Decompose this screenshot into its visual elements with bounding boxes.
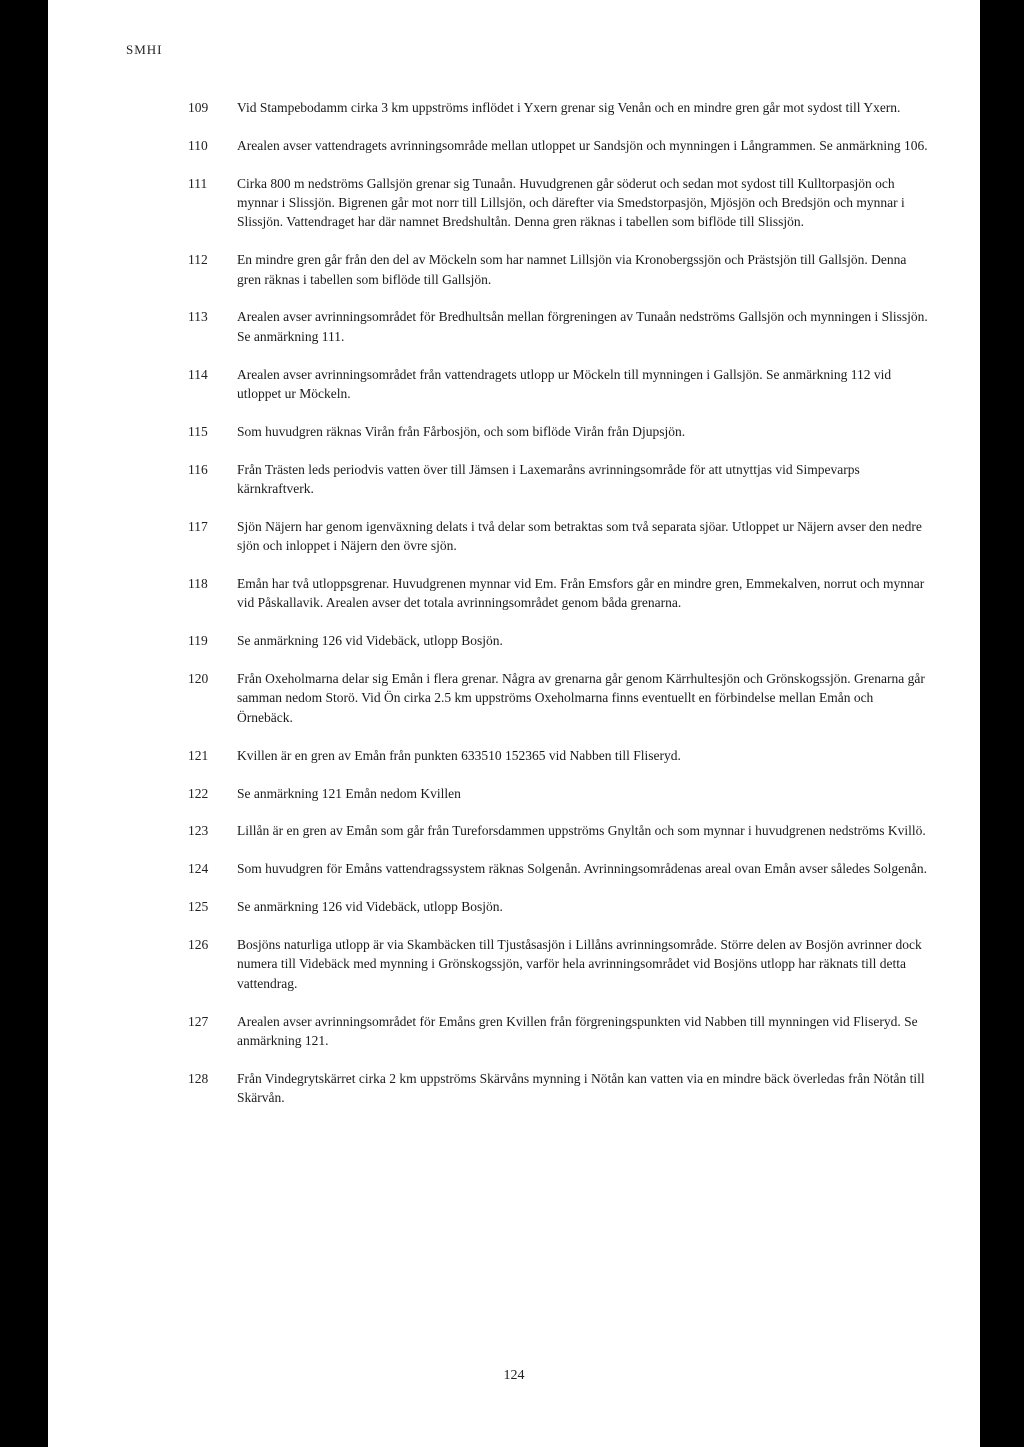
header-org: SMHI: [126, 42, 163, 57]
note-item: [188, 631, 928, 650]
note-number: 128: [188, 1070, 209, 1086]
note-item: [188, 517, 928, 556]
note-item: [188, 1012, 928, 1051]
note-number: 113: [188, 309, 208, 325]
note-number: 114: [188, 366, 208, 382]
note-item: [188, 784, 928, 803]
note-number: 121: [188, 747, 209, 763]
note-number: 109: [188, 100, 209, 115]
note-number: 126: [188, 937, 209, 953]
note-item: [188, 250, 928, 289]
note-number: 125: [188, 899, 209, 915]
note-text: Se anmärkning 121 Emån nedom Kvillen: [237, 785, 461, 801]
note-item: [188, 669, 928, 727]
note-text: Arealen avser avrinningsområdet från vattendragets utlopp ur Möckeln till mynningen i Gallsjön. Se anmärkning 112 vid utloppet ur Möckeln.: [237, 366, 892, 401]
note-number: 123: [188, 823, 209, 839]
note-text: Från Vindegrytskärret cirka 2 km uppströms Skärvåns mynning i Nötån kan vatten via en mindre bäck överledas från Nötån till Skärvån.: [237, 1070, 925, 1106]
note-text: En mindre gren går från den del av Möckeln som har namnet Lillsjön via Kronobergssjön och Prästsjön till Gallsjön. Denna gren räknas i tabellen som biflöde till Gallsjön.: [237, 252, 907, 287]
note-number: 117: [188, 518, 208, 534]
notes-list: [188, 98, 928, 1126]
note-item: [188, 307, 928, 346]
note-number: 122: [188, 785, 209, 801]
note-item: [188, 98, 928, 117]
note-item: [188, 174, 928, 232]
note-number: 120: [188, 671, 209, 687]
note-number: 127: [188, 1013, 209, 1029]
note-text: Arealen avser avrinningsområdet för Emåns gren Kvillen från förgreningspunkten vid Nabben till mynningen vid Fliseryd. Se anmärkning 121.: [237, 1013, 918, 1048]
note-number: 115: [188, 423, 208, 439]
note-item: [188, 821, 928, 840]
note-number: 118: [188, 576, 208, 592]
note-text: Emån har två utloppsgrenar. Huvudgrenen mynnar vid Em. Från Emsfors går en mindre gren, Emmekalven, norrut och mynnar vid Påskallavik. Arealen avser det totala avrinningsområdet genom båda grenarna.: [237, 576, 925, 611]
note-text: Vid Stampebodamm cirka 3 km uppströms inflödet i Yxern grenar sig Venån och en mindre gren går mot sydost till Yxern.: [237, 100, 901, 115]
note-item: [188, 935, 928, 993]
note-text: Som huvudgren räknas Virån från Fårbosjön, och som biflöde Virån från Djupsjön.: [237, 423, 686, 439]
note-item: [188, 1069, 928, 1108]
note-item: [188, 460, 928, 499]
note-item: [188, 365, 928, 404]
note-text: Arealen avser vattendragets avrinningsområde mellan utloppet ur Sandsjön och mynningen i Långrammen. Se anmärkning 106.: [237, 137, 928, 153]
note-number: 111: [188, 175, 208, 191]
note-text: Sjön Näjern har genom igenväxning delats i två delar som betraktas som två separata sjöar. Utloppet ur Näjern avser den nedre sjön och inloppet i Näjern den övre sjön.: [237, 518, 922, 554]
note-text: Cirka 800 m nedströms Gallsjön grenar sig Tunaån. Huvudgrenen går söderut och sedan mot sydost till Kulltorpasjön och mynnar i Slissjön. Bigrenen går mot norr till Lillsjön, och därefter via Smedstorpasjön, Mjösjön och Bredsjön och mynnar i Slissjön. Vattendraget har där namnet Bredshultån. Denna gren räknas i tabellen som biflöde till Slissjön.: [237, 175, 905, 230]
note-text: Lillån är en gren av Emån som går från Tureforsdammen uppströms Gnyltån och som mynnar i huvudgrenen nedströms Kvillö.: [237, 823, 926, 839]
note-text: Kvillen är en gren av Emån från punkten 633510 152365 vid Nabben till Fliseryd.: [237, 747, 681, 763]
note-text: Från Oxeholmarna delar sig Emån i flera grenar. Några av grenarna går genom Kärrhultesjön och Grönskogssjön. Grenarna går samman nedom Storö. Vid Ön cirka 2.5 km uppströms Oxeholmarna finns eventuellt en förbindelse mellan Emån och Örnebäck.: [237, 671, 925, 725]
note-number: 116: [188, 461, 208, 477]
note-number: 124: [188, 861, 209, 877]
note-item: [188, 574, 928, 613]
note-item: [188, 422, 928, 441]
note-item: [188, 136, 928, 155]
note-number: 110: [188, 137, 208, 153]
note-text: Som huvudgren för Emåns vattendragssystem räknas Solgenån. Avrinningsområdenas areal ovan Emån avser således Solgenån.: [237, 861, 927, 877]
note-text: Se anmärkning 126 vid Videbäck, utlopp Bosjön.: [237, 633, 503, 649]
note-number: 112: [188, 252, 208, 268]
note-item: [188, 897, 928, 916]
document-page: [48, 0, 980, 1447]
note-text: Från Trästen leds periodvis vatten över till Jämsen i Laxemaråns avrinningsområde för att utnyttjas vid Simpevarps kärnkraftverk.: [237, 461, 860, 497]
note-text: Se anmärkning 126 vid Videbäck, utlopp Bosjön.: [237, 899, 503, 915]
note-number: 119: [188, 633, 208, 649]
note-item: [188, 859, 928, 878]
note-item: [188, 746, 928, 765]
note-text: Bosjöns naturliga utlopp är via Skambäcken till Tjuståsasjön i Lillåns avrinningsområde. Större delen av Bosjön avrinner dock numera till Videbäck med mynning i Grönskogssjön, varför hela avrinningsområdet vid Bosjöns utlopp har räknats till detta vattendrag.: [237, 937, 922, 991]
note-text: Arealen avser avrinningsområdet för Bredhultsån mellan förgreningen av Tunaån nedströms Gallsjön och mynningen i Slissjön. Se anmärkning 111.: [237, 309, 928, 344]
page-number: 124: [503, 1368, 525, 1383]
